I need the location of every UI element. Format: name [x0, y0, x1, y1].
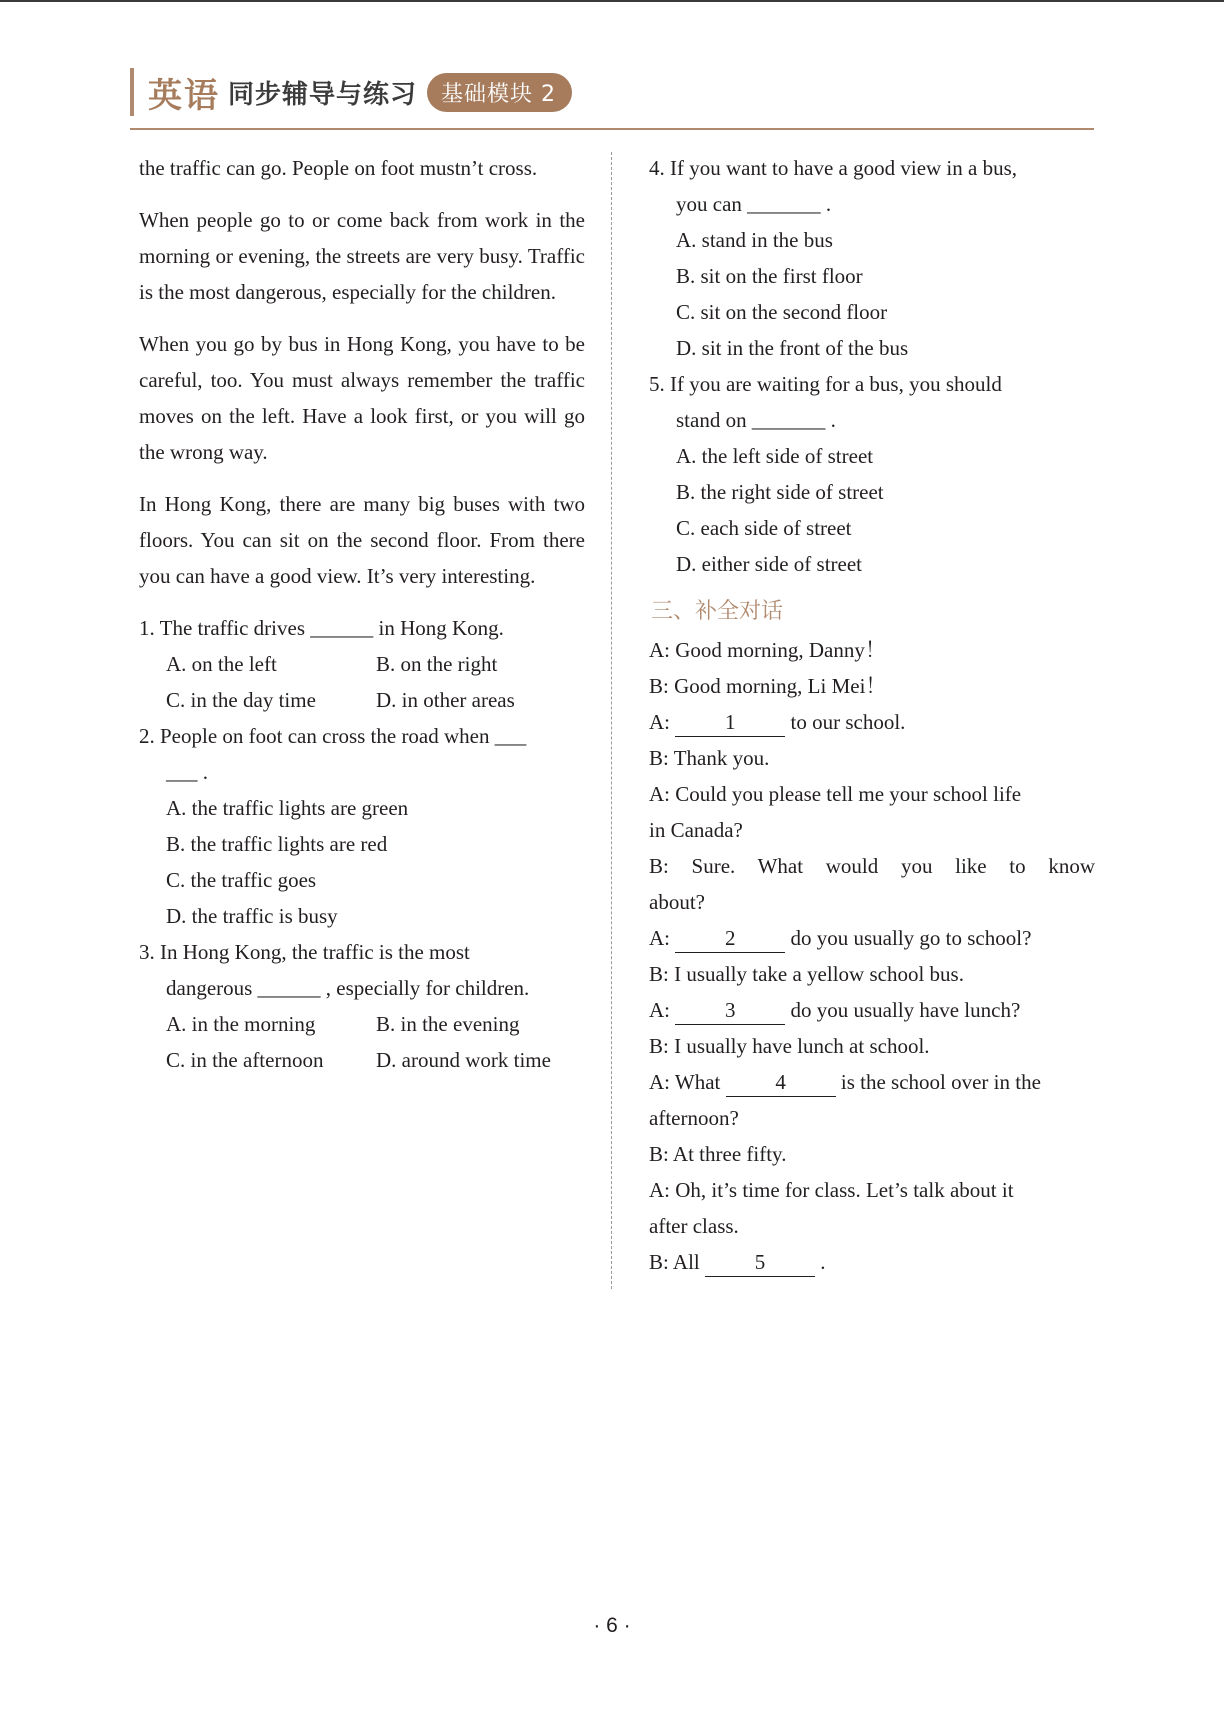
dialogue-line: [649, 1064, 1095, 1100]
dialogue-line: B: At three fifty.: [649, 1142, 787, 1166]
question-1: [139, 610, 585, 718]
dialogue-line-continued: about?: [649, 890, 705, 914]
header-series-title: 同步辅导与练习: [228, 79, 418, 110]
dialogue-line: A: Could you please tell me your school life: [649, 782, 1022, 806]
answer-blank-3[interactable]: 3: [675, 996, 785, 1025]
question-stem: 2. People on foot can cross the road when ___: [139, 724, 527, 748]
question-stem-continued: you can _______ .: [676, 192, 832, 216]
option-a: A. stand in the bus: [676, 228, 833, 252]
right-column: [649, 150, 1095, 1280]
option-row: [139, 1006, 585, 1042]
dialogue-line: B: I usually have lunch at school.: [649, 1034, 930, 1058]
dialogue-line: A: Good morning, Danny！: [649, 638, 886, 662]
passage-paragraph: In Hong Kong, there are many big buses with two floors. You can sit on the second floor. From there you can have a good view. It’s very interesting.: [139, 492, 585, 588]
dialogue-line-continued: in Canada?: [649, 818, 743, 842]
speaker: A:: [649, 926, 670, 950]
speaker-text: A: What: [649, 1070, 721, 1094]
dialogue-line: B: I usually take a yellow school bus.: [649, 962, 964, 986]
question-stem-continued: stand on _______ .: [676, 408, 836, 432]
passage-paragraph: When people go to or come back from work in the morning or evening, the streets are very busy. Traffic is the most dangerous, especially for the children.: [139, 208, 585, 304]
option-a: A. in the morning: [166, 1012, 316, 1036]
dialogue-section-title: 三、补全对话: [651, 599, 784, 624]
option-row: [139, 1042, 585, 1078]
question-stem-continued: dangerous ______ , especially for children.: [166, 976, 530, 1000]
dialogue-line: B: Sure. What would you like to know: [649, 854, 1095, 878]
option-c: C. in the afternoon: [166, 1048, 324, 1072]
dialogue: [649, 632, 1095, 1280]
question-3: [139, 934, 585, 1078]
dialogue-line: [649, 992, 1095, 1028]
dialogue-line: A: Oh, it’s time for class. Let’s talk about it: [649, 1178, 1014, 1202]
dialogue-line: [649, 704, 1095, 740]
question-stem: 1. The traffic drives ______ in Hong Kong.: [139, 616, 504, 640]
question-stem: 5. If you are waiting for a bus, you should: [649, 372, 1002, 396]
answer-blank-2[interactable]: 2: [675, 924, 785, 953]
dialogue-text: do you usually go to school?: [790, 926, 1032, 950]
option-d: D. either side of street: [676, 552, 863, 576]
option-row: [139, 646, 585, 682]
option-row: [139, 682, 585, 718]
speaker: A:: [649, 998, 670, 1022]
option-d: D. around work time: [376, 1048, 551, 1072]
question-4: [649, 150, 1095, 366]
dialogue-line: [649, 1244, 1095, 1280]
page-number: · 6 ·: [593, 1614, 631, 1637]
option-d: D. in other areas: [376, 688, 515, 712]
question-stem: 3. In Hong Kong, the traffic is the most: [139, 940, 470, 964]
header-divider: [130, 128, 1094, 130]
dialogue-line: B: Good morning, Li Mei！: [649, 674, 887, 698]
page-header: [130, 66, 572, 118]
option-a: A. the left side of street: [676, 444, 874, 468]
option-a: A. the traffic lights are green: [166, 796, 409, 820]
passage-paragraph: the traffic can go. People on foot mustn’t cross.: [139, 156, 538, 180]
speaker-text: B: All: [649, 1250, 700, 1274]
option-b: B. on the right: [376, 652, 498, 676]
top-border: [0, 0, 1224, 2]
option-b: B. the right side of street: [676, 480, 884, 504]
dialogue-text: .: [820, 1250, 826, 1274]
header-subject: 英语: [148, 75, 220, 116]
dialogue-line-continued: afternoon?: [649, 1106, 739, 1130]
option-b: B. sit on the first floor: [676, 264, 863, 288]
dialogue-line: [649, 920, 1095, 956]
option-c: C. in the day time: [166, 688, 316, 712]
header-accent-bar: [130, 68, 134, 116]
option-c: C. each side of street: [676, 516, 852, 540]
dialogue-text: do you usually have lunch?: [790, 998, 1021, 1022]
dialogue-text: to our school.: [790, 710, 906, 734]
column-divider: [611, 152, 612, 1289]
answer-blank-1[interactable]: 1: [675, 708, 785, 737]
left-column: [139, 150, 585, 1078]
option-d: D. sit in the front of the bus: [676, 336, 909, 360]
passage-paragraph: When you go by bus in Hong Kong, you have to be careful, too. You must always remember the traffic moves on the left. Have a look first, or you will go the wrong way.: [139, 332, 585, 464]
option-d: D. the traffic is busy: [166, 904, 338, 928]
option-b: B. the traffic lights are red: [166, 832, 388, 856]
question-stem-continued: ___ .: [166, 760, 208, 784]
answer-blank-5[interactable]: 5: [705, 1248, 815, 1277]
dialogue-line: B: Thank you.: [649, 746, 770, 770]
speaker: A:: [649, 710, 670, 734]
dialogue-text: is the school over in the: [840, 1070, 1041, 1094]
header-module-badge: 基础模块 2: [427, 73, 572, 112]
question-5: [649, 366, 1095, 582]
question-2: [139, 718, 585, 934]
option-a: A. on the left: [166, 652, 277, 676]
option-c: C. the traffic goes: [166, 868, 317, 892]
dialogue-line-continued: after class.: [649, 1214, 739, 1238]
question-stem: 4. If you want to have a good view in a bus,: [649, 156, 1018, 180]
option-c: C. sit on the second floor: [676, 300, 888, 324]
option-b: B. in the evening: [376, 1012, 520, 1036]
answer-blank-4[interactable]: 4: [726, 1068, 836, 1097]
